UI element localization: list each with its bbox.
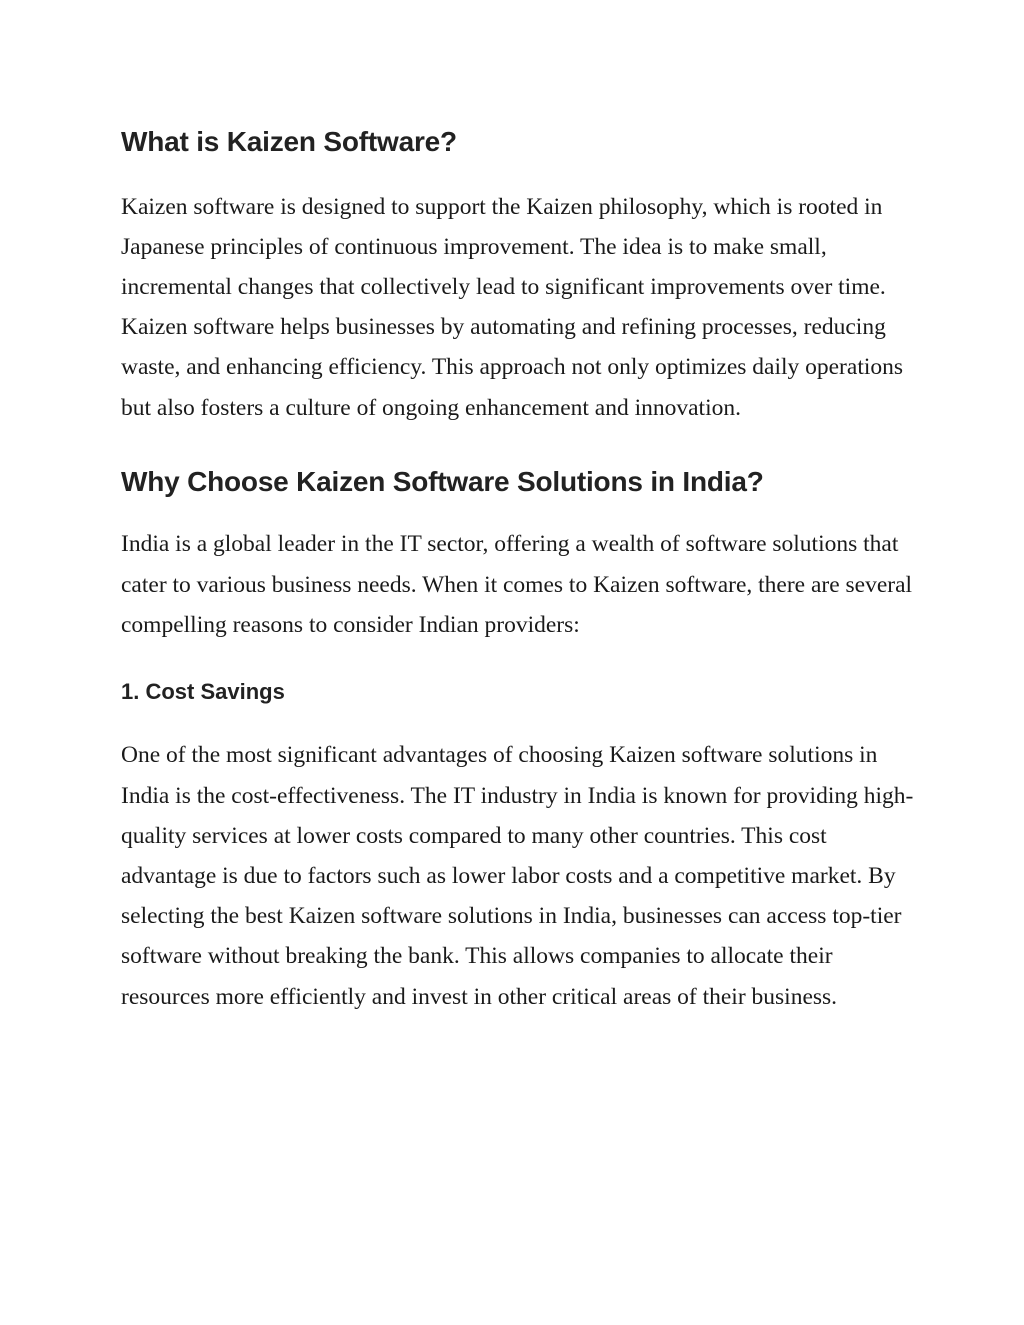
document-page <box>121 112 921 1017</box>
section-paragraph-what-is-kaizen: Kaizen software is designed to support the Kaizen philosophy, which is rooted in Japanese principles of continuous improvement. The idea is to make small, incremental changes that collectively lead to significant improvements over time. Kaizen software helps businesses by automating and refining processes, reducing waste, and enhancing efficiency. This approach not only optimizes daily operations but also fosters a culture of ongoing enhancement and innovation. <box>121 193 904 421</box>
section-paragraph-why-choose: India is a global leader in the IT sector, offering a wealth of software solutions that cater to various business needs. When it comes to Kaizen software, there are several compelling reasons to consider Indian providers: <box>121 531 913 638</box>
section-heading-what-is-kaizen: What is Kaizen Software? <box>121 126 457 157</box>
section-heading-why-choose: Why Choose Kaizen Software Solutions in India? <box>121 465 764 497</box>
subsection-heading-cost-savings: 1. Cost Savings <box>121 679 285 705</box>
subsection-paragraph-cost-savings: One of the most significant advantages of choosing Kaizen software solutions in India is the cost-effectiveness. The IT industry in India is known for providing high-quality services at lower costs compared to many other countries. This cost advantage is due to factors such as lower labor costs and a competitive market. By selecting the best Kaizen software solutions in India, businesses can access top-tier software without breaking the bank. This allows companies to allocate their resources more efficiently and invest in other critical areas of their business. <box>121 742 914 1010</box>
